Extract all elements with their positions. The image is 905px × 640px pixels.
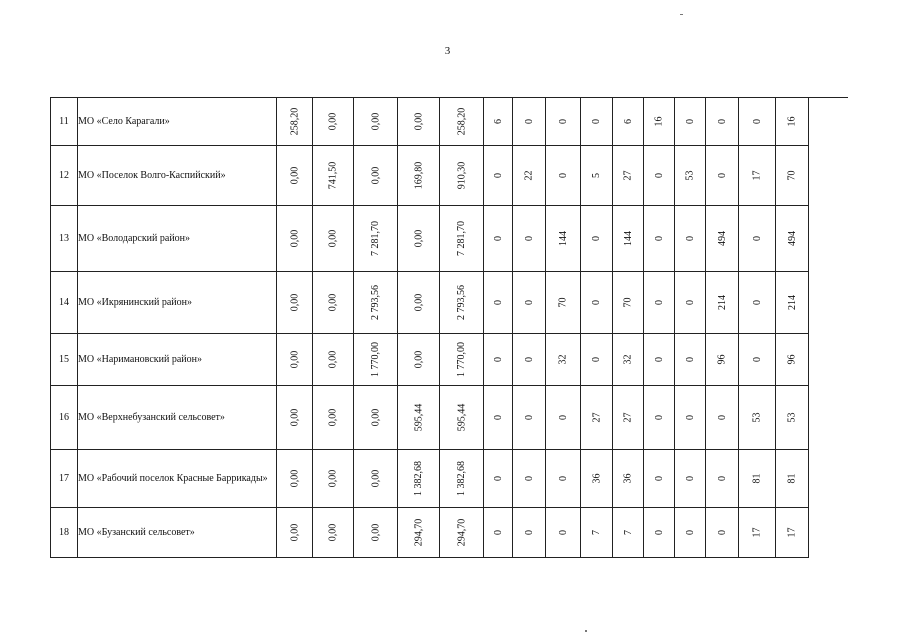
count-cell — [776, 386, 809, 450]
count-value: 70 — [622, 297, 634, 308]
amount-value: 0,00 — [289, 523, 300, 542]
amount-cell — [398, 386, 440, 450]
amount-cell — [354, 386, 398, 450]
municipality-name: МО «Икрянинский район» — [78, 272, 277, 334]
amount-value: 0,00 — [327, 350, 339, 369]
count-value: 0 — [523, 300, 535, 305]
count-value: 7 — [622, 530, 634, 535]
count-value: 0 — [523, 119, 535, 124]
count-value: 96 — [786, 354, 798, 365]
amount-value: 258,20 — [456, 107, 467, 136]
amount-value: 258,20 — [289, 107, 300, 136]
count-value: 0 — [492, 530, 504, 535]
amount-cell — [440, 508, 484, 558]
count-cell — [513, 146, 546, 206]
count-value: 17 — [786, 527, 798, 538]
scan-speck — [680, 14, 683, 15]
amount-value: 0,00 — [370, 112, 381, 131]
amount-cell — [440, 450, 484, 508]
count-value: 0 — [653, 173, 665, 178]
amount-value: 0,00 — [289, 293, 300, 312]
count-cell — [513, 450, 546, 508]
amount-value: 0,00 — [289, 350, 300, 369]
count-cell — [776, 508, 809, 558]
amount-cell — [313, 334, 354, 386]
table-row — [51, 386, 809, 450]
count-value: 0 — [653, 530, 665, 535]
count-value: 0 — [523, 415, 535, 420]
amount-cell — [277, 386, 313, 450]
count-cell — [546, 206, 581, 272]
count-cell — [675, 272, 706, 334]
count-cell — [546, 272, 581, 334]
count-cell — [739, 98, 776, 146]
count-value: 0 — [591, 300, 602, 305]
table-row — [51, 272, 809, 334]
count-value: 144 — [557, 231, 569, 246]
count-value: 17 — [751, 527, 763, 538]
amount-value: 0,00 — [370, 523, 381, 542]
amount-value: 7 281,70 — [456, 221, 467, 256]
count-cell — [706, 98, 739, 146]
count-value: 494 — [786, 231, 798, 246]
table-body — [51, 98, 809, 558]
row-number: 13 — [51, 206, 78, 272]
count-cell — [644, 508, 675, 558]
municipality-name: МО «Рабочий поселок Красные Баррикады» — [78, 450, 277, 508]
count-cell — [675, 386, 706, 450]
amount-cell — [277, 272, 313, 334]
count-cell — [513, 508, 546, 558]
count-value: 32 — [557, 354, 569, 365]
amount-value: 2 793,56 — [456, 285, 467, 320]
count-cell — [706, 334, 739, 386]
count-cell — [484, 508, 513, 558]
count-cell — [675, 206, 706, 272]
count-cell — [513, 386, 546, 450]
count-value: 0 — [557, 119, 569, 124]
count-cell — [484, 206, 513, 272]
count-value: 53 — [684, 170, 696, 181]
amount-cell — [277, 146, 313, 206]
amount-value: 0,00 — [413, 112, 424, 131]
count-cell — [706, 386, 739, 450]
count-cell — [546, 98, 581, 146]
count-cell — [644, 146, 675, 206]
amount-value: 294,70 — [456, 518, 467, 547]
count-cell — [613, 146, 644, 206]
count-cell — [613, 98, 644, 146]
table-row — [51, 334, 809, 386]
count-cell — [739, 508, 776, 558]
count-value: 27 — [622, 412, 634, 423]
count-cell — [513, 206, 546, 272]
count-value: 0 — [684, 300, 696, 305]
amount-cell — [354, 272, 398, 334]
count-cell — [581, 146, 613, 206]
count-value: 0 — [492, 357, 504, 362]
amount-value: 0,00 — [413, 229, 424, 248]
count-cell — [675, 98, 706, 146]
count-cell — [581, 386, 613, 450]
count-cell — [776, 206, 809, 272]
amount-value: 0,00 — [327, 523, 339, 542]
count-value: 0 — [751, 357, 763, 362]
count-value: 0 — [492, 236, 504, 241]
count-value: 0 — [716, 119, 728, 124]
amount-cell — [354, 206, 398, 272]
count-value: 16 — [786, 116, 798, 127]
count-value: 0 — [751, 119, 763, 124]
count-value: 0 — [684, 476, 696, 481]
amount-cell — [398, 334, 440, 386]
count-cell — [546, 334, 581, 386]
amount-value: 0,00 — [327, 408, 339, 427]
count-value: 22 — [523, 170, 535, 181]
count-value: 0 — [492, 415, 504, 420]
amount-cell — [277, 508, 313, 558]
count-cell — [546, 450, 581, 508]
count-value: 0 — [523, 236, 535, 241]
count-cell — [739, 206, 776, 272]
count-cell — [706, 450, 739, 508]
count-value: 0 — [523, 476, 535, 481]
count-cell — [706, 206, 739, 272]
scan-speck — [585, 630, 587, 632]
count-cell — [613, 450, 644, 508]
amount-value: 294,70 — [413, 518, 424, 547]
count-cell — [484, 272, 513, 334]
amount-value: 1 770,00 — [456, 342, 467, 377]
amount-cell — [440, 386, 484, 450]
count-value: 0 — [716, 530, 728, 535]
count-cell — [613, 334, 644, 386]
amount-value: 0,00 — [327, 293, 339, 312]
count-value: 144 — [622, 231, 634, 246]
amount-value: 0,00 — [289, 166, 300, 185]
count-cell — [706, 146, 739, 206]
amount-value: 0,00 — [327, 112, 339, 131]
count-value: 16 — [653, 116, 665, 127]
row-number: 11 — [51, 98, 78, 146]
count-value: 0 — [684, 357, 696, 362]
row-number: 17 — [51, 450, 78, 508]
count-value: 36 — [622, 473, 634, 484]
count-value: 6 — [622, 119, 634, 124]
count-value: 0 — [557, 476, 569, 481]
count-value: 0 — [684, 119, 696, 124]
count-value: 0 — [684, 415, 696, 420]
count-value: 0 — [492, 300, 504, 305]
count-value: 0 — [716, 173, 728, 178]
count-cell — [644, 450, 675, 508]
count-cell — [613, 206, 644, 272]
count-value: 0 — [751, 236, 763, 241]
amount-value: 0,00 — [289, 408, 300, 427]
count-value: 0 — [557, 530, 569, 535]
table-top-edge — [276, 97, 848, 98]
amount-cell — [440, 146, 484, 206]
count-value: 53 — [786, 412, 798, 423]
count-cell — [644, 272, 675, 334]
amount-cell — [277, 334, 313, 386]
count-cell — [513, 98, 546, 146]
amount-value: 0,00 — [327, 229, 339, 248]
count-cell — [776, 272, 809, 334]
count-value: 214 — [786, 295, 798, 310]
count-value: 0 — [591, 119, 602, 124]
count-value: 0 — [653, 476, 665, 481]
data-table — [50, 97, 809, 558]
amount-value: 169,80 — [413, 161, 424, 190]
municipality-name: МО «Володарский район» — [78, 206, 277, 272]
count-value: 0 — [653, 415, 665, 420]
count-value: 0 — [591, 357, 602, 362]
count-cell — [675, 508, 706, 558]
amount-value: 0,00 — [370, 469, 381, 488]
count-cell — [581, 508, 613, 558]
count-cell — [739, 334, 776, 386]
count-cell — [581, 98, 613, 146]
amount-value: 910,30 — [456, 161, 467, 190]
page-number: 3 — [444, 45, 451, 57]
count-cell — [675, 450, 706, 508]
count-value: 0 — [653, 300, 665, 305]
count-cell — [776, 98, 809, 146]
amount-cell — [440, 272, 484, 334]
amount-cell — [398, 98, 440, 146]
count-cell — [484, 334, 513, 386]
count-cell — [706, 272, 739, 334]
count-cell — [581, 334, 613, 386]
count-value: 17 — [751, 170, 763, 181]
count-value: 0 — [653, 357, 665, 362]
row-number: 16 — [51, 386, 78, 450]
amount-cell — [440, 334, 484, 386]
row-number: 14 — [51, 272, 78, 334]
count-value: 81 — [751, 473, 763, 484]
count-value: 27 — [622, 170, 634, 181]
count-cell — [581, 272, 613, 334]
municipality-name: МО «Наримановский район» — [78, 334, 277, 386]
municipality-name: МО «Поселок Волго-Каспийский» — [78, 146, 277, 206]
count-cell — [739, 272, 776, 334]
amount-value: 0,00 — [413, 350, 424, 369]
count-value: 70 — [557, 297, 569, 308]
count-value: 96 — [716, 354, 728, 365]
row-number: 18 — [51, 508, 78, 558]
count-cell — [644, 334, 675, 386]
count-value: 0 — [492, 173, 504, 178]
amount-cell — [398, 146, 440, 206]
amount-cell — [313, 146, 354, 206]
count-cell — [513, 334, 546, 386]
amount-value: 0,00 — [289, 469, 300, 488]
municipality-name: МО «Село Карагали» — [78, 98, 277, 146]
amount-cell — [313, 272, 354, 334]
amount-cell — [354, 146, 398, 206]
table-row — [51, 508, 809, 558]
count-value: 6 — [492, 119, 504, 124]
amount-cell — [440, 206, 484, 272]
count-cell — [546, 386, 581, 450]
amount-cell — [354, 508, 398, 558]
count-value: 0 — [716, 476, 728, 481]
count-value: 7 — [591, 530, 602, 535]
count-value: 36 — [591, 473, 602, 484]
count-cell — [675, 146, 706, 206]
count-cell — [706, 508, 739, 558]
count-value: 0 — [684, 530, 696, 535]
count-cell — [484, 146, 513, 206]
count-value: 0 — [492, 476, 504, 481]
count-cell — [739, 450, 776, 508]
count-value: 53 — [751, 412, 763, 423]
municipality-name: МО «Верхнебузанский сельсовет» — [78, 386, 277, 450]
count-value: 0 — [684, 236, 696, 241]
amount-cell — [398, 206, 440, 272]
count-value: 0 — [591, 236, 602, 241]
count-cell — [644, 206, 675, 272]
amount-cell — [277, 450, 313, 508]
count-cell — [644, 98, 675, 146]
amount-cell — [277, 206, 313, 272]
count-cell — [613, 508, 644, 558]
count-value: 0 — [557, 415, 569, 420]
amount-value: 7 281,70 — [370, 221, 381, 256]
count-value: 81 — [786, 473, 798, 484]
count-cell — [776, 334, 809, 386]
amount-cell — [313, 450, 354, 508]
amount-value: 0,00 — [413, 293, 424, 312]
row-number: 15 — [51, 334, 78, 386]
amount-cell — [313, 206, 354, 272]
count-value: 0 — [557, 173, 569, 178]
amount-value: 1 382,68 — [456, 461, 467, 496]
count-cell — [675, 334, 706, 386]
count-value: 0 — [523, 357, 535, 362]
count-cell — [739, 146, 776, 206]
amount-value: 0,00 — [327, 469, 339, 488]
count-cell — [546, 146, 581, 206]
table-row — [51, 450, 809, 508]
amount-cell — [277, 98, 313, 146]
count-value: 0 — [751, 300, 763, 305]
amount-value: 1 382,68 — [413, 461, 424, 496]
count-cell — [739, 386, 776, 450]
table-row — [51, 146, 809, 206]
count-value: 5 — [591, 173, 602, 178]
amount-cell — [354, 334, 398, 386]
amount-value: 0,00 — [370, 408, 381, 427]
count-value: 0 — [653, 236, 665, 241]
table-row — [51, 206, 809, 272]
count-cell — [644, 386, 675, 450]
amount-cell — [354, 98, 398, 146]
count-cell — [513, 272, 546, 334]
amount-cell — [313, 386, 354, 450]
amount-cell — [398, 272, 440, 334]
count-value: 32 — [622, 354, 634, 365]
count-cell — [613, 386, 644, 450]
amount-value: 0,00 — [370, 166, 381, 185]
amount-value: 2 793,56 — [370, 285, 381, 320]
amount-value: 595,44 — [456, 403, 467, 432]
amount-value: 0,00 — [289, 229, 300, 248]
row-number: 12 — [51, 146, 78, 206]
count-value: 0 — [523, 530, 535, 535]
count-value: 70 — [786, 170, 798, 181]
municipality-name: МО «Бузанский сельсовет» — [78, 508, 277, 558]
amount-value: 595,44 — [413, 403, 424, 432]
count-cell — [484, 98, 513, 146]
count-cell — [581, 206, 613, 272]
amount-cell — [313, 508, 354, 558]
count-cell — [776, 450, 809, 508]
table-row — [51, 98, 809, 146]
amount-cell — [313, 98, 354, 146]
count-cell — [484, 450, 513, 508]
count-cell — [776, 146, 809, 206]
count-cell — [546, 508, 581, 558]
amount-cell — [398, 450, 440, 508]
count-cell — [613, 272, 644, 334]
count-value: 0 — [716, 415, 728, 420]
amount-cell — [398, 508, 440, 558]
count-cell — [484, 386, 513, 450]
amount-cell — [354, 450, 398, 508]
count-value: 494 — [716, 231, 728, 246]
amount-value: 741,50 — [327, 161, 339, 190]
count-value: 27 — [591, 412, 602, 423]
amount-cell — [440, 98, 484, 146]
count-value: 214 — [716, 295, 728, 310]
amount-value: 1 770,00 — [370, 342, 381, 377]
count-cell — [581, 450, 613, 508]
